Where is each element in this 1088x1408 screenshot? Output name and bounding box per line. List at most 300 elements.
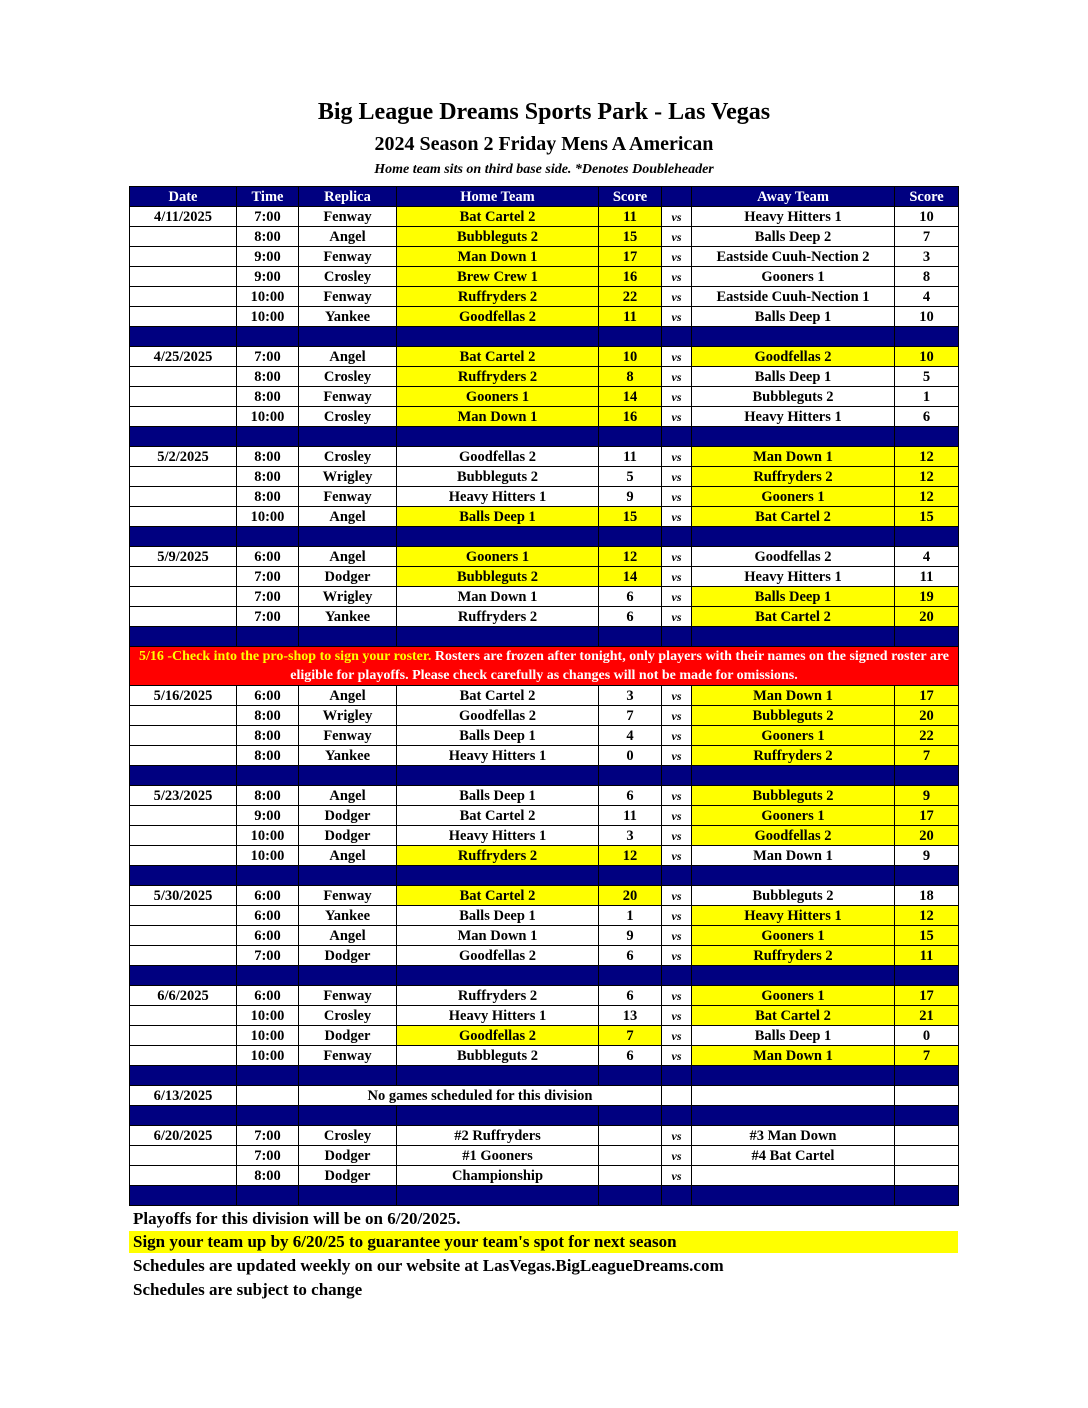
week-separator-row <box>130 966 959 986</box>
away-score-cell: 20 <box>895 607 959 627</box>
away-team-cell: Balls Deep 1 <box>692 587 895 607</box>
date-cell <box>130 567 237 587</box>
table-row <box>130 1126 959 1146</box>
table-row <box>130 926 959 946</box>
home-team-cell: Ruffryders 2 <box>397 287 599 307</box>
separator-cell <box>895 866 959 886</box>
separator-cell <box>599 1066 662 1086</box>
separator-cell <box>895 427 959 447</box>
time-cell: 8:00 <box>237 1166 299 1186</box>
week-separator-row <box>130 427 959 447</box>
vs-cell: vs <box>662 247 692 267</box>
week-separator-row <box>130 627 959 647</box>
away-team-cell <box>692 1166 895 1186</box>
away-score-cell: 11 <box>895 946 959 966</box>
separator-cell <box>130 527 237 547</box>
away-score-cell: 8 <box>895 267 959 287</box>
separator-cell <box>662 627 692 647</box>
home-team-cell: Bubbleguts 2 <box>397 467 599 487</box>
separator-cell <box>599 527 662 547</box>
table-row <box>130 547 959 567</box>
vs-cell: vs <box>662 846 692 866</box>
vs-cell: vs <box>662 1006 692 1026</box>
home-team-cell: Bat Cartel 2 <box>397 686 599 706</box>
away-score-cell: 3 <box>895 247 959 267</box>
away-score-cell: 7 <box>895 746 959 766</box>
away-team-cell: Man Down 1 <box>692 447 895 467</box>
replica-cell: Angel <box>299 227 397 247</box>
home-team-cell: Bat Cartel 2 <box>397 806 599 826</box>
time-cell: 10:00 <box>237 307 299 327</box>
away-team-cell: Heavy Hitters 1 <box>692 906 895 926</box>
date-cell <box>130 307 237 327</box>
away-score-cell <box>895 1086 959 1106</box>
away-score-cell: 5 <box>895 367 959 387</box>
home-score-cell: 11 <box>599 207 662 227</box>
separator-cell <box>397 1186 599 1206</box>
table-row <box>130 247 959 267</box>
separator-cell <box>662 1066 692 1086</box>
separator-cell <box>237 766 299 786</box>
replica-cell: Yankee <box>299 607 397 627</box>
replica-cell: Crosley <box>299 367 397 387</box>
away-score-cell: 10 <box>895 207 959 227</box>
time-cell: 6:00 <box>237 906 299 926</box>
home-team-cell: Bubbleguts 2 <box>397 567 599 587</box>
home-team-cell: Man Down 1 <box>397 587 599 607</box>
replica-cell: Wrigley <box>299 467 397 487</box>
table-row <box>130 706 959 726</box>
away-score-cell: 17 <box>895 686 959 706</box>
vs-cell: vs <box>662 706 692 726</box>
home-team-cell: Man Down 1 <box>397 247 599 267</box>
vs-cell: vs <box>662 587 692 607</box>
table-row <box>130 207 959 227</box>
home-score-cell: 15 <box>599 227 662 247</box>
separator-cell <box>599 866 662 886</box>
home-score-cell: 7 <box>599 706 662 726</box>
home-score-cell: 7 <box>599 1026 662 1046</box>
away-score-cell: 18 <box>895 886 959 906</box>
date-cell: 5/16/2025 <box>130 686 237 706</box>
table-row <box>130 1086 959 1106</box>
home-score-cell: 6 <box>599 1046 662 1066</box>
away-team-cell: Bubbleguts 2 <box>692 786 895 806</box>
table-row <box>130 726 959 746</box>
home-score-cell: 13 <box>599 1006 662 1026</box>
date-cell <box>130 946 237 966</box>
away-team-cell: Bubbleguts 2 <box>692 387 895 407</box>
home-team-cell: Ruffryders 2 <box>397 367 599 387</box>
date-cell: 6/13/2025 <box>130 1086 237 1106</box>
table-row <box>130 746 959 766</box>
date-cell <box>130 247 237 267</box>
away-score-cell: 9 <box>895 786 959 806</box>
date-cell <box>130 846 237 866</box>
date-cell: 4/11/2025 <box>130 207 237 227</box>
time-cell: 10:00 <box>237 1026 299 1046</box>
vs-cell: vs <box>662 826 692 846</box>
table-row <box>130 227 959 247</box>
away-team-cell: Heavy Hitters 1 <box>692 567 895 587</box>
separator-cell <box>895 327 959 347</box>
week-separator-row <box>130 327 959 347</box>
schedule-table <box>129 186 959 1206</box>
away-score-cell: 17 <box>895 806 959 826</box>
separator-cell <box>662 527 692 547</box>
separator-cell <box>237 1066 299 1086</box>
separator-cell <box>130 866 237 886</box>
time-cell: 6:00 <box>237 547 299 567</box>
away-team-cell: Ruffryders 2 <box>692 467 895 487</box>
home-team-cell: Balls Deep 1 <box>397 906 599 926</box>
time-cell: 6:00 <box>237 926 299 946</box>
home-team-cell: Championship <box>397 1166 599 1186</box>
table-row <box>130 507 959 527</box>
home-team-cell: Goodfellas 2 <box>397 1026 599 1046</box>
separator-cell <box>237 427 299 447</box>
separator-cell <box>662 327 692 347</box>
table-row <box>130 267 959 287</box>
separator-cell <box>692 1106 895 1126</box>
away-team-cell: Bat Cartel 2 <box>692 607 895 627</box>
time-cell: 6:00 <box>237 686 299 706</box>
separator-cell <box>299 627 397 647</box>
home-score-cell: 14 <box>599 387 662 407</box>
replica-cell: Crosley <box>299 1006 397 1026</box>
time-cell: 10:00 <box>237 1046 299 1066</box>
time-cell: 9:00 <box>237 267 299 287</box>
away-score-cell: 10 <box>895 307 959 327</box>
away-team-cell: Ruffryders 2 <box>692 946 895 966</box>
vs-cell <box>662 1086 692 1106</box>
time-cell: 8:00 <box>237 447 299 467</box>
separator-cell <box>299 1186 397 1206</box>
away-score-cell: 7 <box>895 227 959 247</box>
time-cell: 7:00 <box>237 347 299 367</box>
separator-cell <box>599 766 662 786</box>
home-score-cell: 6 <box>599 607 662 627</box>
vs-cell: vs <box>662 307 692 327</box>
date-cell <box>130 267 237 287</box>
home-score-cell: 10 <box>599 347 662 367</box>
table-row <box>130 607 959 627</box>
signup-note: Sign your team up by 6/20/25 to guarantee your team's spot for next season <box>129 1231 958 1253</box>
column-header-home-score: Score <box>599 187 662 207</box>
home-score-cell: 15 <box>599 507 662 527</box>
vs-cell: vs <box>662 946 692 966</box>
separator-cell <box>895 966 959 986</box>
separator-cell <box>895 1186 959 1206</box>
replica-cell: Fenway <box>299 247 397 267</box>
separator-cell <box>299 1066 397 1086</box>
time-cell: 8:00 <box>237 786 299 806</box>
replica-cell: Dodger <box>299 946 397 966</box>
replica-cell: Dodger <box>299 826 397 846</box>
away-team-cell: #4 Bat Cartel <box>692 1146 895 1166</box>
home-score-cell: 9 <box>599 487 662 507</box>
separator-cell <box>599 627 662 647</box>
home-team-cell: Bat Cartel 2 <box>397 207 599 227</box>
replica-cell: Angel <box>299 926 397 946</box>
away-team-cell: Balls Deep 1 <box>692 1026 895 1046</box>
column-header-date: Date <box>130 187 237 207</box>
home-team-cell: Gooners 1 <box>397 547 599 567</box>
date-cell <box>130 367 237 387</box>
week-separator-row <box>130 527 959 547</box>
separator-cell <box>692 866 895 886</box>
replica-cell: Fenway <box>299 886 397 906</box>
away-team-cell: Man Down 1 <box>692 1046 895 1066</box>
time-cell: 7:00 <box>237 567 299 587</box>
time-cell: 8:00 <box>237 487 299 507</box>
vs-cell: vs <box>662 746 692 766</box>
away-score-cell: 1 <box>895 387 959 407</box>
time-cell: 7:00 <box>237 946 299 966</box>
replica-cell: Fenway <box>299 1046 397 1066</box>
table-row <box>130 567 959 587</box>
no-games-message: No games scheduled for this division <box>299 1086 662 1106</box>
date-cell <box>130 826 237 846</box>
home-team-cell: Bat Cartel 2 <box>397 886 599 906</box>
vs-cell: vs <box>662 467 692 487</box>
replica-cell: Angel <box>299 786 397 806</box>
date-cell <box>130 1146 237 1166</box>
home-score-cell <box>599 1146 662 1166</box>
page-title: Big League Dreams Sports Park - Las Vegas <box>317 99 771 125</box>
home-team-cell: #2 Ruffryders <box>397 1126 599 1146</box>
table-row <box>130 946 959 966</box>
table-row <box>130 407 959 427</box>
away-score-cell: 11 <box>895 567 959 587</box>
away-score-cell: 4 <box>895 287 959 307</box>
replica-cell: Fenway <box>299 726 397 746</box>
separator-cell <box>692 1066 895 1086</box>
time-cell: 7:00 <box>237 207 299 227</box>
replica-cell: Yankee <box>299 746 397 766</box>
home-score-cell: 1 <box>599 906 662 926</box>
replica-cell: Yankee <box>299 906 397 926</box>
roster-notice <box>130 647 959 686</box>
table-row <box>130 806 959 826</box>
table-header-row <box>130 187 959 207</box>
replica-cell: Dodger <box>299 1146 397 1166</box>
home-score-cell: 3 <box>599 826 662 846</box>
table-row <box>130 1166 959 1186</box>
table-row <box>130 906 959 926</box>
time-cell: 10:00 <box>237 846 299 866</box>
home-team-cell: Heavy Hitters 1 <box>397 487 599 507</box>
away-score-cell: 20 <box>895 826 959 846</box>
home-score-cell: 16 <box>599 407 662 427</box>
away-score-cell: 9 <box>895 846 959 866</box>
separator-cell <box>237 1106 299 1126</box>
away-team-cell: Gooners 1 <box>692 487 895 507</box>
home-score-cell: 5 <box>599 467 662 487</box>
column-header-home-team: Home Team <box>397 187 599 207</box>
vs-cell: vs <box>662 567 692 587</box>
away-score-cell: 12 <box>895 447 959 467</box>
vs-cell: vs <box>662 1126 692 1146</box>
away-team-cell: #3 Man Down <box>692 1126 895 1146</box>
home-score-cell: 17 <box>599 247 662 267</box>
vs-cell: vs <box>662 447 692 467</box>
date-cell <box>130 507 237 527</box>
away-team-cell: Bubbleguts 2 <box>692 886 895 906</box>
home-team-cell: Ruffryders 2 <box>397 607 599 627</box>
date-cell <box>130 227 237 247</box>
separator-cell <box>130 1186 237 1206</box>
home-score-cell <box>599 1126 662 1146</box>
replica-cell: Crosley <box>299 447 397 467</box>
vs-cell: vs <box>662 387 692 407</box>
away-score-cell: 20 <box>895 706 959 726</box>
time-cell: 8:00 <box>237 746 299 766</box>
separator-cell <box>895 527 959 547</box>
replica-cell: Fenway <box>299 387 397 407</box>
separator-cell <box>130 627 237 647</box>
date-cell <box>130 746 237 766</box>
replica-cell: Crosley <box>299 407 397 427</box>
separator-cell <box>299 766 397 786</box>
replica-cell: Angel <box>299 686 397 706</box>
column-header-vs <box>662 187 692 207</box>
date-cell <box>130 926 237 946</box>
separator-cell <box>599 1106 662 1126</box>
time-cell: 10:00 <box>237 507 299 527</box>
vs-cell: vs <box>662 287 692 307</box>
replica-cell: Angel <box>299 347 397 367</box>
away-score-cell <box>895 1146 959 1166</box>
home-score-cell: 20 <box>599 886 662 906</box>
page-subtitle: 2024 Season 2 Friday Mens A American <box>374 133 714 155</box>
home-score-cell <box>599 1166 662 1186</box>
separator-cell <box>299 327 397 347</box>
away-team-cell: Gooners 1 <box>692 806 895 826</box>
vs-cell: vs <box>662 1166 692 1186</box>
replica-cell: Crosley <box>299 267 397 287</box>
home-score-cell: 11 <box>599 806 662 826</box>
time-cell: 7:00 <box>237 1126 299 1146</box>
away-score-cell: 15 <box>895 926 959 946</box>
vs-cell: vs <box>662 806 692 826</box>
home-score-cell: 6 <box>599 587 662 607</box>
vs-cell: vs <box>662 547 692 567</box>
away-score-cell: 12 <box>895 467 959 487</box>
separator-cell <box>397 627 599 647</box>
home-team-cell: Heavy Hitters 1 <box>397 746 599 766</box>
time-cell: 6:00 <box>237 986 299 1006</box>
replica-cell: Dodger <box>299 1026 397 1046</box>
away-team-cell: Goodfellas 2 <box>692 826 895 846</box>
away-team-cell: Bubbleguts 2 <box>692 706 895 726</box>
date-cell: 5/9/2025 <box>130 547 237 567</box>
week-separator-row <box>130 1186 959 1206</box>
time-cell <box>237 1086 299 1106</box>
separator-cell <box>397 527 599 547</box>
away-team-cell: Goodfellas 2 <box>692 347 895 367</box>
home-team-cell: Bubbleguts 2 <box>397 227 599 247</box>
time-cell: 6:00 <box>237 886 299 906</box>
table-row <box>130 487 959 507</box>
time-cell: 9:00 <box>237 247 299 267</box>
away-team-cell: Bat Cartel 2 <box>692 507 895 527</box>
home-team-cell: Goodfellas 2 <box>397 706 599 726</box>
home-team-cell: Goodfellas 2 <box>397 307 599 327</box>
separator-cell <box>692 766 895 786</box>
website-note: Schedules are updated weekly on our website at LasVegas.BigLeagueDreams.com <box>133 1256 724 1275</box>
separator-cell <box>895 1066 959 1086</box>
week-separator-row <box>130 1106 959 1126</box>
time-cell: 10:00 <box>237 407 299 427</box>
separator-cell <box>299 527 397 547</box>
home-score-cell: 11 <box>599 307 662 327</box>
away-score-cell: 7 <box>895 1046 959 1066</box>
vs-cell: vs <box>662 726 692 746</box>
header-note: Home team sits on third base side. *Denotes Doubleheader <box>374 162 714 177</box>
separator-cell <box>599 327 662 347</box>
week-separator-row <box>130 866 959 886</box>
home-team-cell: Balls Deep 1 <box>397 507 599 527</box>
separator-cell <box>397 866 599 886</box>
column-header-time: Time <box>237 187 299 207</box>
time-cell: 10:00 <box>237 1006 299 1026</box>
home-score-cell: 8 <box>599 367 662 387</box>
date-cell <box>130 407 237 427</box>
table-row <box>130 786 959 806</box>
separator-cell <box>299 966 397 986</box>
away-score-cell: 12 <box>895 906 959 926</box>
separator-cell <box>299 866 397 886</box>
column-header-replica: Replica <box>299 187 397 207</box>
separator-cell <box>237 866 299 886</box>
separator-cell <box>895 627 959 647</box>
table-row <box>130 467 959 487</box>
column-header-away-score: Score <box>895 187 959 207</box>
date-cell: 5/23/2025 <box>130 786 237 806</box>
date-cell <box>130 906 237 926</box>
time-cell: 7:00 <box>237 1146 299 1166</box>
away-score-cell: 12 <box>895 487 959 507</box>
table-row <box>130 1026 959 1046</box>
time-cell: 8:00 <box>237 467 299 487</box>
vs-cell: vs <box>662 886 692 906</box>
vs-cell: vs <box>662 347 692 367</box>
home-score-cell: 11 <box>599 447 662 467</box>
time-cell: 7:00 <box>237 607 299 627</box>
home-team-cell: Balls Deep 1 <box>397 786 599 806</box>
home-team-cell: Gooners 1 <box>397 387 599 407</box>
vs-cell: vs <box>662 267 692 287</box>
separator-cell <box>237 1186 299 1206</box>
vs-cell: vs <box>662 906 692 926</box>
home-team-cell: #1 Gooners <box>397 1146 599 1166</box>
table-row <box>130 347 959 367</box>
time-cell: 10:00 <box>237 287 299 307</box>
away-team-cell: Heavy Hitters 1 <box>692 207 895 227</box>
separator-cell <box>237 627 299 647</box>
replica-cell: Angel <box>299 846 397 866</box>
replica-cell: Yankee <box>299 307 397 327</box>
time-cell: 8:00 <box>237 367 299 387</box>
separator-cell <box>599 966 662 986</box>
replica-cell: Angel <box>299 547 397 567</box>
away-score-cell: 10 <box>895 347 959 367</box>
home-team-cell: Brew Crew 1 <box>397 267 599 287</box>
away-team-cell: Gooners 1 <box>692 267 895 287</box>
away-team-cell: Ruffryders 2 <box>692 746 895 766</box>
separator-cell <box>662 966 692 986</box>
